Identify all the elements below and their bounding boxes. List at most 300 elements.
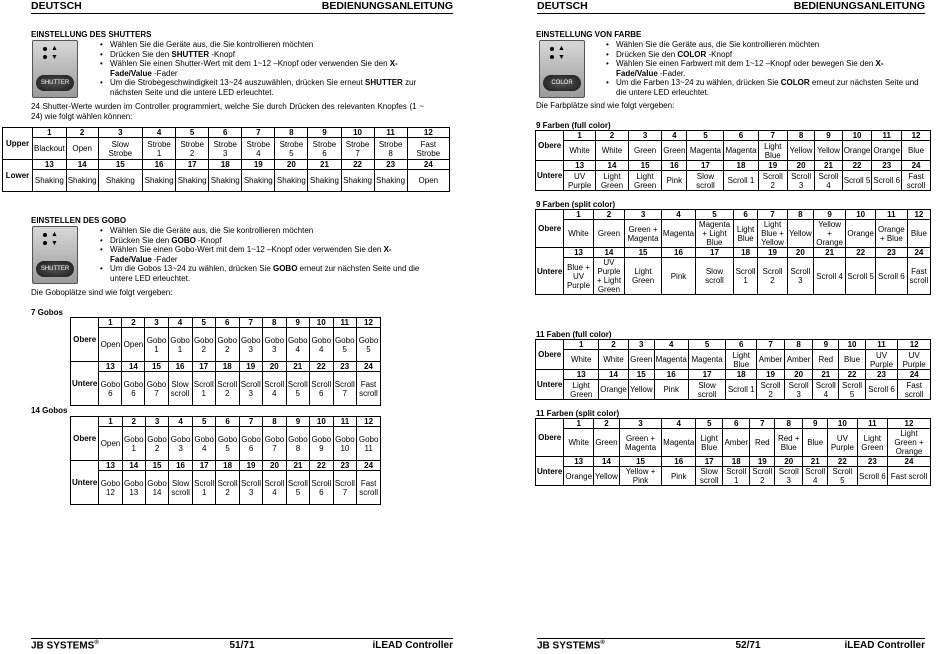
- channel-value: Fast scroll: [888, 467, 931, 486]
- channel-value: Scroll 3: [787, 258, 813, 295]
- channel-value: Gobo 7: [145, 372, 168, 406]
- channel-number: 13: [564, 248, 593, 258]
- channel-value: White: [599, 350, 629, 370]
- row-label: Obere: [536, 419, 564, 457]
- channel-number: 14: [66, 160, 98, 170]
- channel-number: 9: [286, 318, 310, 328]
- channel-number: 11: [876, 210, 908, 220]
- header-title: BEDIENUNGSANLEITUNG: [793, 0, 925, 12]
- channel-value: Fast scroll: [357, 471, 381, 505]
- page-header: [537, 0, 925, 14]
- channel-number: 18: [209, 160, 242, 170]
- table-number-row: [536, 210, 931, 220]
- channel-number: 3: [628, 340, 654, 350]
- channel-value: Scroll 1: [192, 372, 216, 406]
- channel-number: 12: [898, 340, 931, 350]
- channel-number: 13: [564, 370, 599, 380]
- channel-number: 5: [687, 131, 724, 141]
- channel-value: Shaking: [242, 170, 275, 192]
- channel-number: 17: [192, 461, 215, 471]
- channel-value: Light Green: [564, 380, 599, 400]
- up-arrow-icon: ▲: [558, 45, 565, 52]
- channel-number: 17: [176, 160, 209, 170]
- channel-value: Pink: [662, 171, 687, 191]
- channel-value: Orange: [872, 141, 902, 161]
- channel-value: Shaking: [176, 170, 209, 192]
- channel-number: 6: [209, 128, 242, 138]
- channel-number: 23: [333, 362, 357, 372]
- channel-number: 14: [594, 457, 620, 467]
- channel-value: Gobo 14: [145, 471, 168, 505]
- channel-number: 12: [357, 318, 381, 328]
- channel-number: 21: [803, 457, 828, 467]
- channel-number: 19: [239, 362, 263, 372]
- channel-number: 18: [216, 362, 240, 372]
- channel-value: Strobe 4: [242, 138, 275, 160]
- channel-number: 13: [99, 461, 122, 471]
- channel-value: Gobo 3: [169, 427, 193, 461]
- channel-number: 9: [803, 419, 828, 429]
- channel-number: 24: [407, 160, 449, 170]
- shutter-section-title: EINSTELLUNG DES SHUTTERS: [31, 30, 152, 39]
- channel-value: Blue: [839, 350, 865, 370]
- color-intro: Die Farbplätze sind wie folgt vergeben:: [536, 101, 675, 110]
- channel-number: 2: [595, 131, 628, 141]
- channel-number: 11: [374, 128, 407, 138]
- channel-value: White: [564, 350, 599, 370]
- channel-value: Blue + UV Purple: [564, 258, 593, 295]
- color-table-3-title: 11 Faben (full color): [536, 330, 612, 339]
- channel-number: 4: [143, 128, 176, 138]
- channel-number: 9: [308, 128, 341, 138]
- channel-value: Scroll 6: [876, 258, 908, 295]
- footer-brand: JB SYSTEMS: [31, 640, 95, 652]
- channel-number: 9: [813, 340, 839, 350]
- channel-value: Open: [407, 170, 449, 192]
- channel-value: Gobo 6: [99, 372, 122, 406]
- channel-value: Orange + Blue: [876, 220, 908, 248]
- page-right: [475, 0, 950, 654]
- channel-number: 1: [564, 419, 594, 429]
- channel-value: Scroll 1: [723, 467, 750, 486]
- channel-number: 5: [688, 340, 726, 350]
- channel-value: Gobo 7: [263, 427, 286, 461]
- channel-number: 16: [168, 362, 192, 372]
- color-table-3: [535, 339, 931, 400]
- channel-value: Shaking: [143, 170, 176, 192]
- channel-number: 20: [275, 160, 308, 170]
- gobo-button-icon: SHUTTER: [36, 261, 74, 277]
- color-table-4: [535, 418, 931, 486]
- channel-value: Scroll 5: [842, 171, 872, 191]
- channel-number: 8: [785, 340, 813, 350]
- channel-number: 11: [872, 131, 902, 141]
- channel-value: Light Green: [625, 258, 662, 295]
- instruction-item: • Um die Gobos 13~24 zu wählen, drücken Sie GOBO erneut zur nächsten Seite und die untere LED erleuchtet.: [99, 264, 424, 283]
- instruction-item: • Wählen Sie die Geräte aus, die Sie kontrollieren möchten: [99, 40, 424, 50]
- channel-number: 9: [813, 210, 845, 220]
- channel-value: Shaking: [98, 170, 142, 192]
- channel-number: 10: [842, 131, 872, 141]
- table-value-row: [536, 429, 931, 457]
- channel-number: 24: [888, 457, 931, 467]
- channel-value: Amber: [757, 350, 785, 370]
- channel-number: 20: [263, 362, 287, 372]
- channel-value: Strobe 8: [374, 138, 407, 160]
- channel-number: 21: [308, 160, 341, 170]
- channel-number: 6: [216, 318, 240, 328]
- channel-value: Scroll 2: [758, 171, 787, 191]
- channel-value: Magenta: [662, 429, 696, 457]
- channel-value: Amber: [723, 429, 750, 457]
- channel-value: Gobo 1: [145, 328, 168, 362]
- page-header: [31, 0, 453, 14]
- channel-value: Scroll 1: [192, 471, 215, 505]
- channel-value: Scroll 7: [333, 471, 357, 505]
- channel-number: 12: [907, 210, 930, 220]
- channel-number: 9: [815, 131, 842, 141]
- gobo-section-title: EINSTELLEN DES GOBO: [31, 216, 127, 225]
- channel-value: Scroll 4: [813, 258, 845, 295]
- channel-number: 1: [33, 128, 67, 138]
- channel-value: Scroll 1: [724, 171, 758, 191]
- channel-value: UV Purple: [898, 350, 931, 370]
- channel-value: Scroll 3: [239, 372, 263, 406]
- color-button-icon: COLOR: [543, 75, 581, 91]
- table-number-row: [536, 248, 931, 258]
- channel-number: 3: [629, 131, 662, 141]
- table-value-row: [536, 258, 931, 295]
- channel-number: 16: [654, 370, 688, 380]
- channel-value: Gobo 10: [333, 427, 357, 461]
- table-value-row: [536, 220, 931, 248]
- channel-value: Light Green: [595, 171, 628, 191]
- channel-value: Yellow: [787, 141, 814, 161]
- channel-number: 2: [122, 318, 145, 328]
- channel-value: Scroll 4: [815, 171, 842, 191]
- channel-value: Scroll 3: [775, 467, 803, 486]
- footer-product: iLEAD Controller: [844, 640, 925, 651]
- color-table-1: [535, 130, 931, 191]
- channel-number: 23: [857, 457, 887, 467]
- color-controller-image: [539, 40, 585, 98]
- channel-number: 22: [310, 461, 333, 471]
- channel-value: Slow scroll: [696, 467, 723, 486]
- channel-value: Magenta: [687, 141, 724, 161]
- channel-value: Light Blue: [696, 429, 723, 457]
- instruction-item: • Drücken Sie den GOBO -Knopf: [99, 236, 424, 246]
- channel-number: 11: [333, 318, 357, 328]
- channel-number: 24: [898, 370, 931, 380]
- channel-value: Red: [750, 429, 775, 457]
- header-language: DEUTSCH: [537, 0, 588, 12]
- channel-number: 22: [341, 160, 374, 170]
- channel-number: 23: [333, 461, 357, 471]
- channel-number: 7: [758, 210, 788, 220]
- channel-value: White: [564, 220, 593, 248]
- channel-number: 19: [239, 461, 262, 471]
- table-number-row: [536, 457, 931, 467]
- channel-value: Slow scroll: [168, 372, 192, 406]
- gobo-instructions: [99, 226, 424, 284]
- channel-value: Scroll 6: [857, 467, 887, 486]
- channel-value: Light Blue + Yellow: [758, 220, 788, 248]
- channel-number: 19: [242, 160, 275, 170]
- channel-value: UV Purple: [865, 350, 898, 370]
- channel-number: 14: [595, 161, 628, 171]
- channel-value: Scroll 2: [216, 471, 239, 505]
- header-title: BEDIENUNGSANLEITUNG: [321, 0, 453, 12]
- channel-number: 15: [628, 370, 654, 380]
- channel-number: 19: [758, 161, 787, 171]
- channel-value: Scroll 1: [733, 258, 757, 295]
- channel-value: Green + Magenta: [619, 429, 661, 457]
- channel-value: Scroll 5: [286, 471, 309, 505]
- color-table-2-title: 9 Farben (split color): [536, 200, 616, 209]
- channel-number: 7: [758, 131, 787, 141]
- channel-number: 22: [310, 362, 334, 372]
- table-number-row: [536, 131, 931, 141]
- channel-value: Gobo 4: [192, 427, 215, 461]
- channel-value: Scroll 3: [239, 471, 262, 505]
- channel-value: Yellow: [628, 380, 654, 400]
- channel-value: Yellow + Orange: [813, 220, 845, 248]
- channel-number: 6: [723, 419, 750, 429]
- channel-value: Gobo 2: [145, 427, 168, 461]
- channel-value: Scroll 6: [865, 380, 898, 400]
- channel-number: 7: [239, 417, 262, 427]
- channel-number: 22: [846, 248, 876, 258]
- table-number-row: [71, 461, 381, 471]
- channel-value: Fast scroll: [902, 171, 931, 191]
- channel-value: Shaking: [209, 170, 242, 192]
- channel-number: 17: [688, 370, 726, 380]
- channel-value: Scroll 4: [813, 380, 839, 400]
- instruction-item: • Um die Strobegeschwindigkeit 13~24 auszuwählen, drücken Sie erneut SHUTTER zur nächsten Seite und die untere LED erleuchtet.: [99, 78, 424, 97]
- down-arrow-icon: ▼: [51, 240, 58, 247]
- footer-page-number: 51/71: [229, 640, 255, 651]
- channel-number: 17: [192, 362, 216, 372]
- shutter-instructions: [99, 40, 424, 98]
- channel-value: Strobe 6: [308, 138, 341, 160]
- channel-value: Light Green: [857, 429, 887, 457]
- channel-value: Gobo 3: [263, 328, 287, 362]
- channel-value: Blue: [902, 141, 931, 161]
- channel-value: Scroll 3: [787, 171, 814, 191]
- channel-value: Green: [593, 220, 625, 248]
- table-number-row: [71, 362, 381, 372]
- up-arrow-icon: ▲: [51, 45, 58, 52]
- channel-value: Slow scroll: [696, 258, 734, 295]
- channel-number: 11: [857, 419, 887, 429]
- instruction-item: • Wählen Sie einen Shutter-Wert mit dem 1~12 –Knopf oder verwenden Sie den X-Fade/Value -Fader: [99, 59, 424, 78]
- channel-number: 19: [758, 248, 788, 258]
- channel-number: 12: [888, 419, 931, 429]
- channel-value: Gobo 5: [357, 328, 381, 362]
- channel-number: 24: [902, 161, 931, 171]
- channel-value: Slow scroll: [687, 171, 724, 191]
- channel-value: Shaking: [308, 170, 341, 192]
- channel-number: 14: [599, 370, 629, 380]
- channel-value: Slow scroll: [169, 471, 193, 505]
- channel-number: 5: [176, 128, 209, 138]
- channel-number: 20: [785, 370, 813, 380]
- channel-number: 18: [726, 370, 757, 380]
- channel-value: Scroll 4: [263, 471, 286, 505]
- channel-value: Slow Strobe: [98, 138, 142, 160]
- row-label: Untere: [71, 461, 99, 505]
- channel-number: 16: [169, 461, 193, 471]
- channel-value: Scroll 2: [216, 372, 240, 406]
- channel-number: 16: [661, 248, 695, 258]
- channel-number: 22: [828, 457, 858, 467]
- row-label: Obere: [536, 131, 564, 161]
- channel-number: 18: [723, 457, 750, 467]
- page-footer: [537, 638, 925, 651]
- channel-number: 5: [696, 419, 723, 429]
- color-section-title: EINSTELLUNG VON FARBE: [536, 30, 642, 39]
- channel-number: 17: [696, 457, 723, 467]
- shutter-table: [2, 127, 450, 192]
- channel-value: Scroll 4: [263, 372, 287, 406]
- channel-number: 7: [239, 318, 263, 328]
- channel-number: 2: [122, 417, 145, 427]
- channel-value: Green: [628, 350, 654, 370]
- channel-value: Scroll 4: [803, 467, 828, 486]
- channel-number: 24: [357, 461, 381, 471]
- table-value-row: [71, 471, 381, 505]
- channel-value: Gobo 13: [122, 471, 145, 505]
- row-label: Untere: [536, 370, 564, 400]
- footer-product: iLEAD Controller: [372, 640, 453, 651]
- channel-number: 10: [341, 128, 374, 138]
- shutter-button-icon: SHUTTER: [36, 75, 74, 91]
- table-value-row: [536, 141, 931, 161]
- channel-number: 20: [263, 461, 286, 471]
- table-value-row: [3, 170, 450, 192]
- channel-number: 18: [216, 461, 239, 471]
- table-value-row: [536, 350, 931, 370]
- row-label: Upper: [3, 128, 33, 160]
- channel-value: Fast scroll: [907, 258, 930, 295]
- footer-brand: JB SYSTEMS: [537, 640, 601, 652]
- channel-number: 3: [145, 318, 168, 328]
- channel-number: 10: [828, 419, 858, 429]
- gobo-controller-image: [32, 226, 78, 284]
- channel-number: 21: [813, 370, 839, 380]
- gobo14-table: [70, 416, 381, 505]
- channel-value: Open: [99, 328, 122, 362]
- channel-number: 1: [564, 340, 599, 350]
- channel-number: 21: [286, 461, 309, 471]
- channel-value: Blue: [907, 220, 930, 248]
- channel-value: White: [564, 141, 596, 161]
- channel-number: 15: [629, 161, 662, 171]
- channel-number: 4: [169, 417, 193, 427]
- channel-value: Scroll 2: [750, 467, 775, 486]
- table-value-row: [3, 138, 450, 160]
- channel-number: 4: [662, 419, 696, 429]
- channel-value: Orange: [842, 141, 872, 161]
- instruction-item: • Drücken Sie den SHUTTER -Knopf: [99, 50, 424, 60]
- color-table-4-title: 11 Farben (split color): [536, 409, 620, 418]
- instruction-item: • Wählen Sie die Geräte aus, die Sie kontrollieren möchten: [99, 226, 424, 236]
- channel-value: Light Green + Orange: [888, 429, 931, 457]
- row-label: Untere: [536, 457, 564, 486]
- channel-value: Gobo 5: [216, 427, 239, 461]
- channel-value: Orange: [846, 220, 876, 248]
- channel-value: Strobe 3: [209, 138, 242, 160]
- channel-value: Fast scroll: [357, 372, 381, 406]
- channel-value: Strobe 1: [143, 138, 176, 160]
- channel-number: 21: [286, 362, 310, 372]
- channel-value: Magenta: [661, 220, 695, 248]
- channel-value: Gobo 4: [310, 328, 334, 362]
- channel-number: 8: [775, 419, 803, 429]
- channel-value: Gobo 11: [357, 427, 381, 461]
- channel-number: 12: [407, 128, 449, 138]
- table-value-row: [536, 380, 931, 400]
- channel-number: 13: [33, 160, 67, 170]
- channel-number: 19: [750, 457, 775, 467]
- channel-value: Light Blue: [733, 220, 757, 248]
- channel-number: 16: [662, 457, 696, 467]
- channel-number: 20: [775, 457, 803, 467]
- table-number-row: [3, 128, 450, 138]
- channel-value: Light Blue: [726, 350, 757, 370]
- channel-number: 4: [661, 210, 695, 220]
- channel-value: Open: [99, 427, 122, 461]
- channel-value: Scroll 3: [785, 380, 813, 400]
- channel-value: Light Blue: [758, 141, 787, 161]
- channel-number: 1: [564, 131, 596, 141]
- channel-value: Scroll 6: [310, 372, 334, 406]
- channel-number: 23: [872, 161, 902, 171]
- channel-value: Light Green: [629, 171, 662, 191]
- channel-value: Scroll 2: [758, 258, 788, 295]
- channel-value: UV Purple: [828, 429, 858, 457]
- channel-number: 21: [815, 161, 842, 171]
- channel-number: 15: [145, 461, 168, 471]
- channel-number: 3: [98, 128, 142, 138]
- channel-number: 24: [357, 362, 381, 372]
- row-label: Obere: [536, 340, 564, 370]
- row-label: Untere: [536, 161, 564, 191]
- channel-value: Pink: [661, 258, 695, 295]
- channel-value: Fast scroll: [898, 380, 931, 400]
- table-number-row: [3, 160, 450, 170]
- channel-value: Magenta: [688, 350, 726, 370]
- channel-value: Shaking: [374, 170, 407, 192]
- channel-value: Gobo 1: [168, 328, 192, 362]
- page-footer: [31, 638, 453, 651]
- channel-value: UV Purple: [564, 171, 596, 191]
- channel-number: 15: [625, 248, 662, 258]
- channel-value: Red + Blue: [775, 429, 803, 457]
- channel-number: 4: [654, 340, 688, 350]
- channel-value: Strobe 7: [341, 138, 374, 160]
- channel-number: 11: [865, 340, 898, 350]
- shutter-controller-image: [32, 40, 78, 98]
- channel-number: 16: [662, 161, 687, 171]
- channel-value: Scroll 6: [310, 471, 333, 505]
- channel-value: Blackout: [33, 138, 67, 160]
- channel-value: Scroll 5: [846, 258, 876, 295]
- channel-number: 15: [619, 457, 661, 467]
- channel-number: 13: [564, 161, 596, 171]
- channel-number: 3: [145, 417, 168, 427]
- channel-value: White: [595, 141, 628, 161]
